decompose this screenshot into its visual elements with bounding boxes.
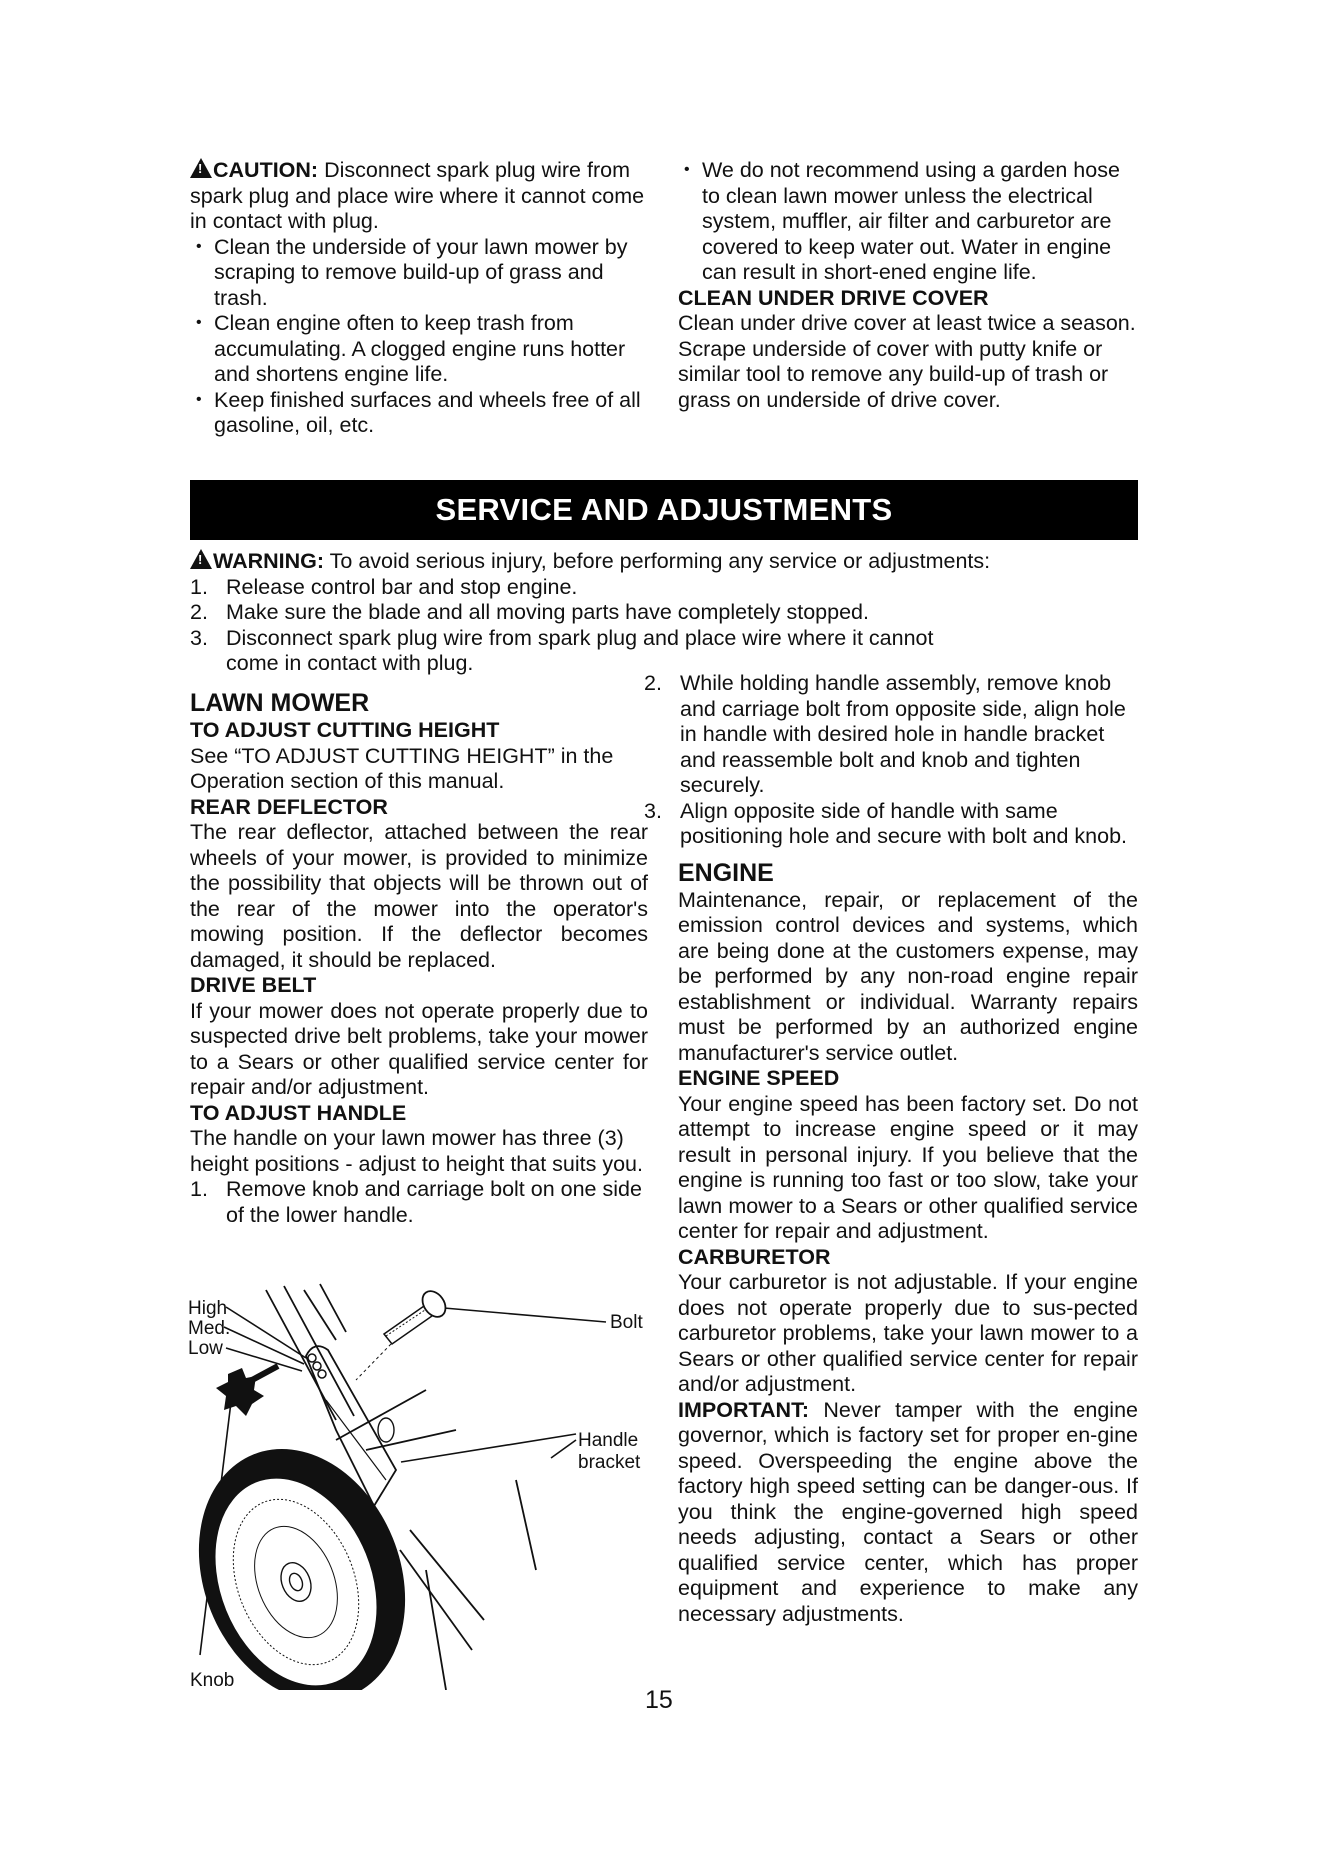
engine-column	[644, 671, 1138, 1627]
list-item	[190, 575, 1136, 601]
warning-text: To avoid serious injury, before performing any service or adjustments:	[324, 549, 991, 573]
high-label: High	[188, 1298, 228, 1319]
engine-heading: ENGINE	[678, 858, 774, 887]
page-number: 15	[645, 1686, 673, 1714]
step-text: Disconnect spark plug wire from spark plug and place wire where it cannot come in contact with plug.	[226, 625, 934, 675]
bolt-label: Bolt	[610, 1312, 643, 1333]
list-item	[644, 671, 1138, 799]
list-item: • Clean engine often to keep trash from accumulating. A clogged engine runs hotter and shortens engine life.	[190, 311, 650, 388]
warning-label: WARNING:	[213, 549, 325, 573]
bolt-part	[356, 1287, 450, 1380]
important-label: IMPORTANT:	[678, 1397, 809, 1422]
cutting-height-text: See “TO ADJUST CUTTING HEIGHT” in the Operation section of this manual.	[190, 743, 614, 793]
knob-label: Knob	[190, 1670, 235, 1690]
warning-triangle-icon	[190, 549, 212, 569]
caution-section	[190, 158, 650, 439]
adjust-handle-heading: TO ADJUST HANDLE	[190, 1100, 407, 1125]
list-item	[190, 600, 1136, 626]
step-number: 3.	[644, 798, 662, 823]
cutting-height-heading: TO ADJUST CUTTING HEIGHT	[190, 718, 500, 742]
important-paragraph	[678, 1398, 1138, 1628]
clean-under-drive-cover-text: Clean under drive cover at least twice a season. Scrape underside of cover with putty knife or similar tool to remove any build-up of trash or grass on underside of drive cover.	[678, 311, 1136, 412]
drive-belt-text: If your mower does not operate properly due to suspected drive belt problems, take your mower to a Sears or other qualified service center for repair and/or adjustment.	[190, 998, 648, 1099]
warning-steps-list	[190, 575, 1136, 677]
step-text: While holding handle assembly, remove knob and carriage bolt from opposite side, align hole in handle with desired hole in handle bracket and reassemble bolt and knob and tighten securely.	[680, 671, 1126, 797]
cleaning-right-section	[678, 158, 1138, 413]
drive-belt-heading: DRIVE BELT	[190, 973, 317, 997]
rear-deflector-heading: REAR DEFLECTOR	[190, 794, 388, 819]
step-number: 2.	[644, 671, 662, 695]
clean-under-drive-cover-heading: CLEAN UNDER DRIVE COVER	[678, 285, 989, 310]
caution-text: Disconnect spark plug wire from spark plug and place wire where it cannot come in contact with plug.	[190, 158, 645, 233]
med-label: Med.	[188, 1318, 231, 1339]
handle-steps-continued-list	[644, 671, 1138, 850]
warning-section	[190, 549, 1136, 677]
lawn-mower-section	[190, 684, 648, 1228]
list-item	[644, 799, 1138, 850]
warning-paragraph	[190, 549, 1136, 575]
handle-adjustment-diagram	[186, 1270, 656, 1690]
adjust-handle-text: The handle on your lawn mower has three (3) height positions - adjust to height that suits you.	[190, 1126, 643, 1176]
step-text: Make sure the blade and all moving parts have completely stopped.	[226, 600, 869, 624]
step-text: Remove knob and carriage bolt on one side of the lower handle.	[226, 1177, 642, 1227]
step-number: 1.	[190, 1177, 208, 1201]
list-item	[190, 626, 1136, 677]
step-text: Align opposite side of handle with same positioning hole and secure with bolt and knob.	[680, 798, 1128, 848]
list-item	[190, 1177, 648, 1228]
step-text: Release control bar and stop engine.	[226, 574, 578, 599]
step-number: 3.	[190, 625, 208, 650]
list-item: • We do not recommend using a garden hose to clean lawn mower unless the electrical system, muffler, air filter and carburetor are covered to keep water out. Water in engine can result in short-ened engine life.	[678, 158, 1138, 286]
engine-speed-text: Your engine speed has been factory set. Do not attempt to increase engine speed or it may result in personal injury. If you believe that the engine is running too fast or too slow, take your lawn mower to a Sears or other qualified service center for repair and adjustment.	[678, 1091, 1138, 1243]
engine-text: Maintenance, repair, or replacement of the emission control devices and systems, which are being done at the customers expense, may be performed by any non-road engine repair establishment or individual. Warranty repairs must be performed by an authorized engine manufacturer's service outlet.	[678, 887, 1138, 1065]
step-number: 2.	[190, 600, 208, 624]
section-banner: SERVICE AND ADJUSTMENTS	[190, 480, 1138, 540]
low-label: Low	[188, 1338, 223, 1359]
carburetor-heading: CARBURETOR	[678, 1244, 831, 1269]
step-number: 1.	[190, 574, 208, 599]
carburetor-text: Your carburetor is not adjustable. If your engine does not operate properly due to sus-pected carburetor problems, take your lawn mower to a Sears or other qualified service center for repair and/or adjustment.	[678, 1270, 1138, 1396]
handle-label: Handle	[578, 1430, 639, 1451]
list-item: • Clean the underside of your lawn mower by scraping to remove build-up of grass and trash.	[190, 235, 650, 312]
list-item: • Keep finished surfaces and wheels free of all gasoline, oil, etc.	[190, 388, 650, 439]
engine-speed-heading: ENGINE SPEED	[678, 1066, 840, 1090]
cleaning-bullet-list	[190, 235, 650, 439]
hose-bullet-list	[678, 158, 1138, 286]
handle-steps-list	[190, 1177, 648, 1228]
warning-triangle-icon	[190, 158, 212, 178]
knob-part	[216, 1366, 278, 1416]
caution-label: CAUTION:	[213, 158, 319, 182]
bracket-label: bracket	[578, 1452, 641, 1473]
important-text: Never tamper with the engine governor, which is factory set for proper en-gine speed. Overspeeding the engine above the factory high speed setting can be danger-ous. If you think the engine-governed high speed needs adjusting, contact a Sears or other qualified service center, which has proper equipment and experience to make any necessary adjustments.	[678, 1397, 1138, 1626]
rear-deflector-text: The rear deflector, attached between the rear wheels of your mower, is provided to minimize the possibility that objects will be thrown out of the rear of the mower into the operator's mowing position. If the deflector becomes damaged, it should be replaced.	[190, 820, 648, 972]
caution-paragraph	[190, 158, 650, 235]
lawn-mower-heading: LAWN MOWER	[190, 689, 370, 717]
